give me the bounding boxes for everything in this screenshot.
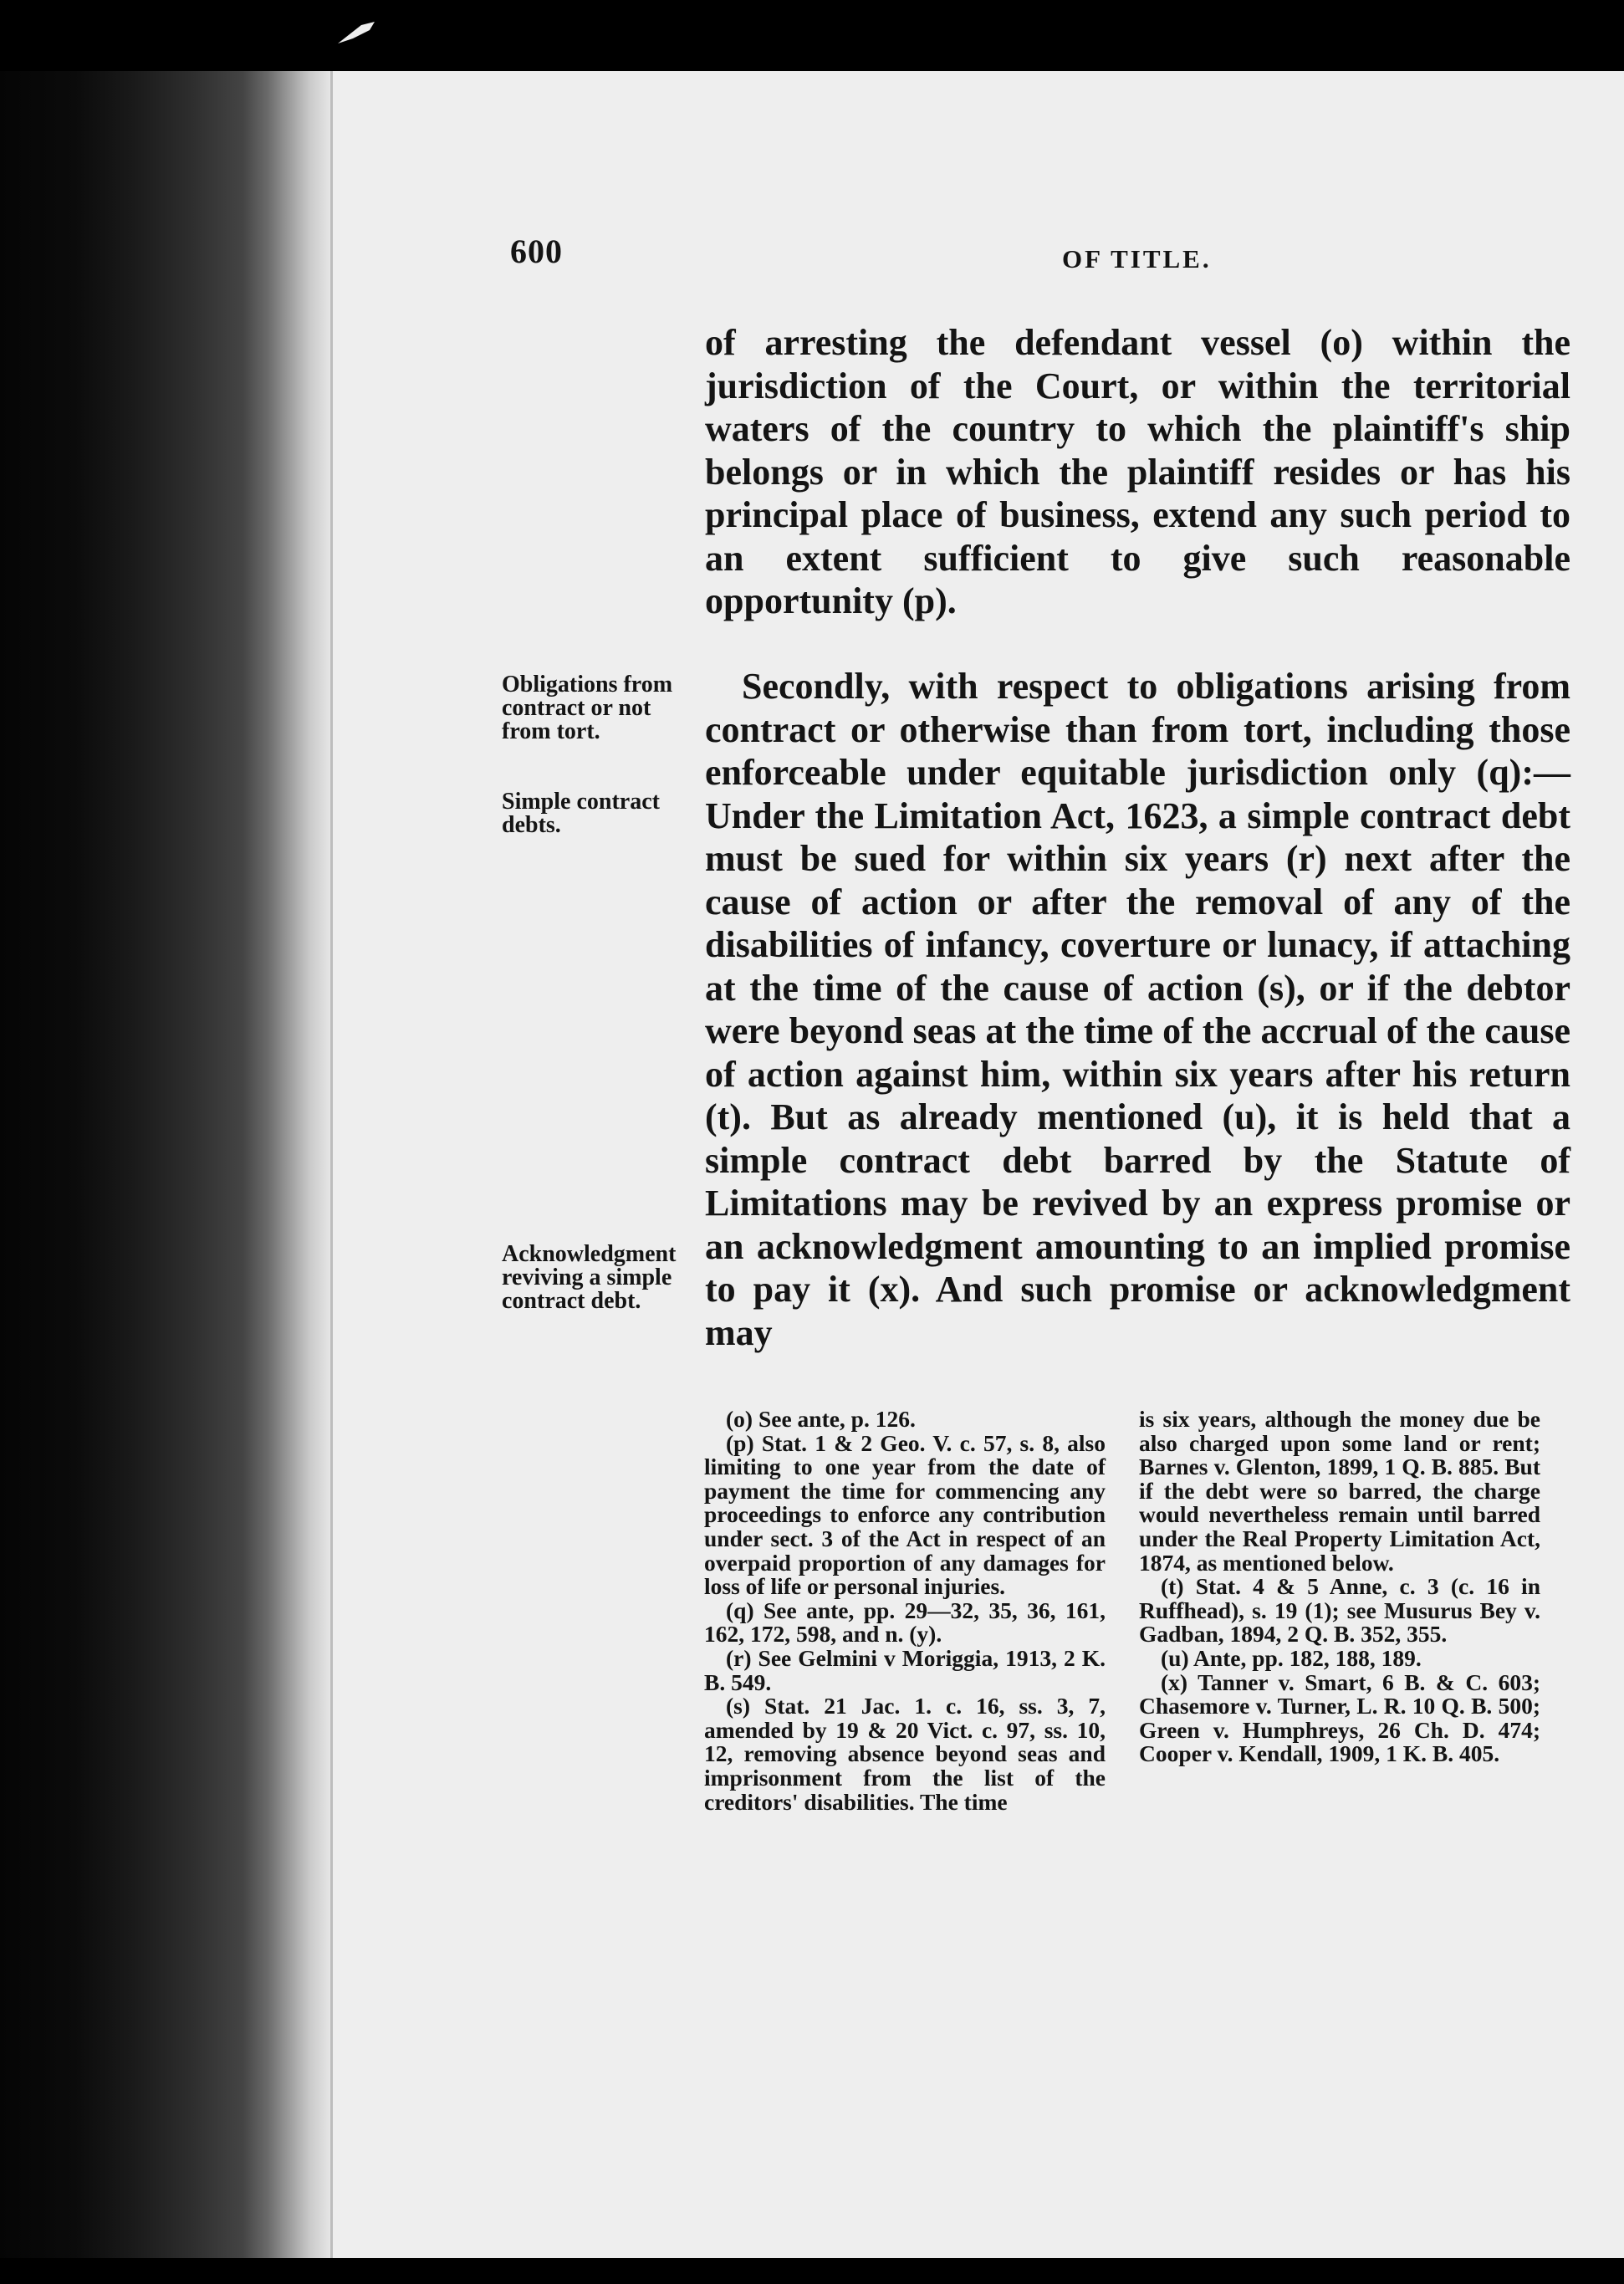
margin-note: Acknowledgment reviving a simple contract debt. [502, 1241, 677, 1314]
footnote: (t) Stat. 4 & 5 Anne, c. 3 (c. 16 in Ruffhead), s. 19 (1); see Musurus Bey v. Gadban, 1894, 2 Q. B. 352, 355. [1139, 1573, 1540, 1648]
footnote: (o) See ante, p. 126. [726, 1406, 916, 1432]
margin-note: Obligations from contract or not from tort. [502, 672, 673, 744]
footnote: (u) Ante, pp. 182, 188, 189. [1161, 1644, 1422, 1671]
footnote: (p) Stat. 1 & 2 Geo. V. c. 57, s. 8, also limiting to one year from the date of payment the time for commencing any proceedings to enforce any contribution under sect. 3 of the Act in respect of an overpaid proportion of any damages for loss of life or personal injuries. [704, 1429, 1106, 1600]
page-number: 600 [510, 232, 563, 270]
body-paragraph: Secondly, with respect to obligations arising from contract or otherwise than from tort, including those enforceable under equitable jurisdiction only (q):— Under the Limitation Act, 1623, a simple contract debt must be sued for within six years (r) next after the cause of action or after the removal of any of the disabilities of infancy, coverture or lunacy, if attaching at the time of the cause of action (s), or if the debtor were beyond seas at the time of the accrual of the cause of action against him, within six years after his return (t). But as already mentioned (u), it is held that a simple contract debt barred by the Statute of Limitations may be revived by an express promise or an acknowledgment amounting to an implied promise to pay it (x). And such promise or acknowledgment may [705, 666, 1570, 1353]
margin-note: Simple contract debts. [502, 789, 660, 838]
body-paragraph: of arresting the defendant vessel (o) within the jurisdiction of the Court, or within the territorial waters of the country to which the plaintiff's ship belongs or in which the plaintiff resides or has his principal place of business, extend any such period to an extent sufficient to give such reasonable opportunity (p). [705, 322, 1570, 621]
scan-bottom-border [0, 2258, 1624, 2284]
scan-mark-icon [336, 18, 386, 52]
scan-top-border [0, 0, 1624, 71]
footnote: (x) Tanner v. Smart, 6 B. & C. 603; Chasemore v. Turner, L. R. 10 Q. B. 500; Green v. Humphreys, 26 Ch. D. 474; Cooper v. Kendall, 1909, 1 K. B. 405. [1139, 1668, 1540, 1767]
footnote-continuation: is six years, although the money due be also charged upon some land or rent; Barnes v. Glenton, 1899, 1 Q. B. 885. But if the debt were so barred, the charge would nevertheless remain until barred under the Real Property Limitation Act, 1874, as mentioned below. [1139, 1406, 1540, 1576]
footnotes-left-column [704, 1408, 1106, 1814]
footnote: (q) See ante, pp. 29—32, 35, 36, 161, 162, 172, 598, and n. (y). [704, 1597, 1106, 1648]
footnote: (s) Stat. 21 Jac. 1. c. 16, ss. 3, 7, amended by 19 & 20 Vict. c. 97, ss. 10, 12, removing absence beyond seas and imprisonment from the list of the creditors' disabilities. The time [704, 1693, 1106, 1815]
footnote: (r) See Gelmini v Moriggia, 1913, 2 K. B. 549. [704, 1644, 1106, 1695]
running-head: OF TITLE. [1062, 244, 1212, 273]
footnotes-right-column [1139, 1408, 1540, 1766]
